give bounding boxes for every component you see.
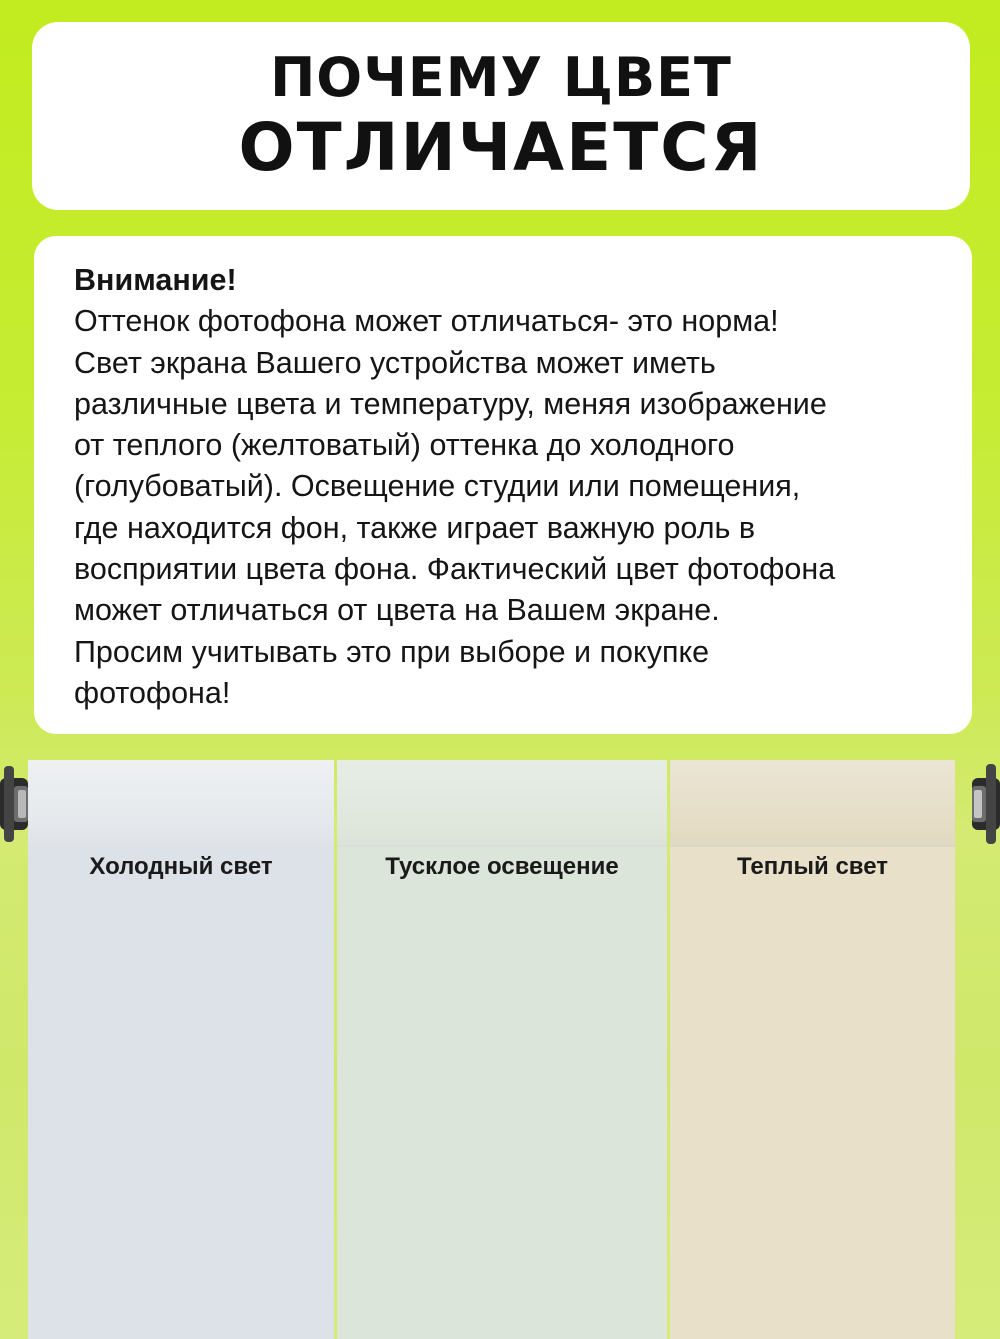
page-title-line-2: ОТЛИЧАЕТСЯ <box>238 109 764 186</box>
notice-line: (голубоватый). Освещение студии или помещения, <box>74 469 801 504</box>
backdrop-rolls <box>0 752 1000 1339</box>
swatch-cold-light <box>28 760 334 1339</box>
swatch-label: Теплый свет <box>736 853 889 880</box>
notice-line: фотофона! <box>74 675 231 710</box>
page-title-line-1: ПОЧЕМУ ЦВЕТ <box>270 46 732 109</box>
notice-line: восприятии цвета фона. Фактический цвет фотофона <box>74 552 836 587</box>
notice-line: Оттенок фотофона может отличаться- это норма! <box>74 304 779 339</box>
notice-line: Свет экрана Вашего устройства может иметь <box>74 345 716 380</box>
swatch-dim-light <box>337 760 667 1339</box>
notice-line: от теплого (желтоватый) оттенка до холодного <box>74 428 735 463</box>
title-card <box>32 22 970 210</box>
notice-line: различные цвета и температуру, меняя изображение <box>74 386 827 421</box>
paper-roll <box>337 760 667 847</box>
notice-line: Просим учитывать это при выборе и покупке <box>74 634 710 669</box>
notice-heading: Внимание! <box>74 263 237 297</box>
swatch-label: Холодный свет <box>89 853 273 880</box>
swatch-warm-light <box>670 760 955 1339</box>
notice-line: может отличаться от цвета на Вашем экране. <box>74 593 720 628</box>
swatch-label: Тусклое освещение <box>385 853 619 880</box>
notice-line: где находится фон, также играет важную роль в <box>74 510 756 545</box>
roll-holder-icon <box>0 760 30 848</box>
paper-roll <box>670 760 955 847</box>
roll-holder-icon <box>970 760 1000 848</box>
paper-roll <box>28 760 334 847</box>
notice-card <box>34 236 972 734</box>
